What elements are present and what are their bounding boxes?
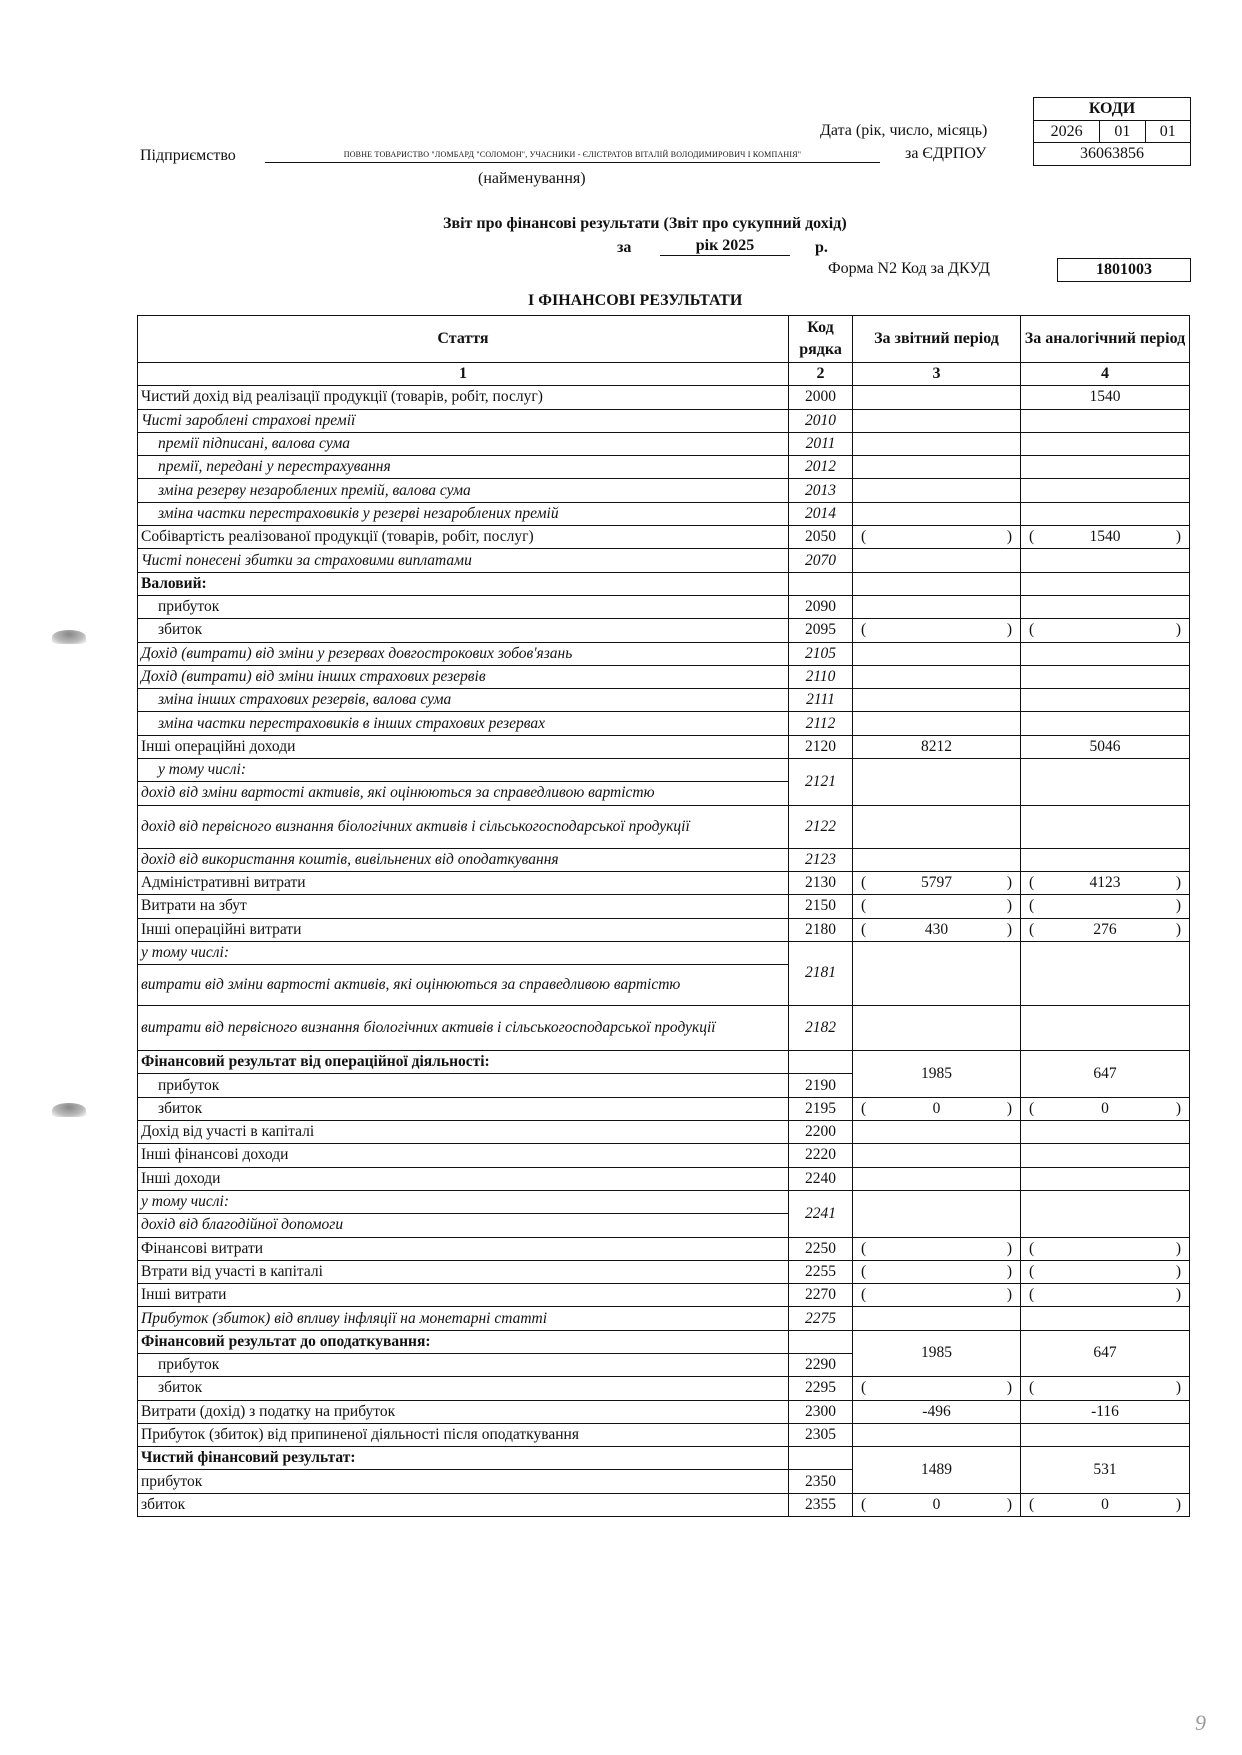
row-code: [789, 1051, 853, 1074]
row-label: Прибуток (збиток) від припиненої діяльності після оподаткування: [138, 1423, 789, 1446]
row-label: премії підписані, валова сума: [138, 432, 789, 455]
row-code: 2300: [789, 1400, 853, 1423]
section-title: І ФІНАНСОВІ РЕЗУЛЬТАТИ: [528, 292, 743, 309]
row-code: 2013: [789, 479, 853, 502]
row-previous: 531: [1021, 1447, 1190, 1494]
row-current: [853, 432, 1021, 455]
date-year: 2026: [1034, 121, 1100, 142]
table-row: [138, 805, 1190, 848]
row-code: 2195: [789, 1097, 853, 1120]
report-period: рік 2025: [660, 237, 790, 256]
row-label: збиток: [138, 1377, 789, 1400]
row-previous: ( 0 ): [1021, 1493, 1190, 1516]
row-current: [853, 456, 1021, 479]
row-previous: [1021, 1423, 1190, 1446]
row-code: 2111: [789, 689, 853, 712]
row-label: прибуток: [138, 1353, 789, 1376]
row-previous: [1021, 409, 1190, 432]
table-row: [138, 1330, 1190, 1353]
row-current: 1489: [853, 1447, 1021, 1494]
header-previous: За аналогічний період: [1021, 316, 1190, 363]
enterprise-name: ПОВНЕ ТОВАРИСТВО "ЛОМБАРД "СОЛОМОН", УЧАСНИКИ - ЄЛІСТРАТОВ ВІТАЛІЙ ВОЛОДИМИРОВИЧ І КОМПАНІЯ": [265, 150, 880, 163]
row-code: 2050: [789, 526, 853, 549]
row-label: зміна частки перестраховиків у резерві незароблених премій: [138, 502, 789, 525]
row-current: [853, 1423, 1021, 1446]
row-previous: ( 4123 ): [1021, 871, 1190, 894]
row-label: Фінансовий результат до оподаткування:: [138, 1330, 789, 1353]
table-row: [138, 432, 1190, 455]
row-current: [853, 689, 1021, 712]
table-row: [138, 1006, 1190, 1051]
table-row: [138, 1167, 1190, 1190]
row-previous: [1021, 1006, 1190, 1051]
row-code: 2180: [789, 918, 853, 941]
row-label: у тому числі:: [138, 1190, 789, 1213]
row-current: ( ): [853, 1260, 1021, 1283]
row-current: [853, 572, 1021, 595]
table-row: [138, 1190, 1190, 1213]
header-code: Код рядка: [789, 316, 853, 363]
row-previous: [1021, 479, 1190, 502]
row-code: 2350: [789, 1470, 853, 1493]
row-previous: -116: [1021, 1400, 1190, 1423]
row-code: 2121: [789, 759, 853, 806]
table-row: [138, 502, 1190, 525]
row-label: збиток: [138, 619, 789, 642]
row-label: Витрати (дохід) з податку на прибуток: [138, 1400, 789, 1423]
row-label: Валовий:: [138, 572, 789, 595]
row-label: у тому числі:: [138, 759, 789, 782]
table-row: [138, 1144, 1190, 1167]
row-current: -496: [853, 1400, 1021, 1423]
report-title: Звіт про фінансові результати (Звіт про сукупний дохід): [443, 215, 847, 232]
row-current: [853, 848, 1021, 871]
table-body-rest: [138, 759, 1190, 1517]
dkud-code: 1801003: [1057, 258, 1191, 282]
row-code: 2200: [789, 1121, 853, 1144]
row-current: [853, 479, 1021, 502]
row-label: Дохід (витрати) від зміни у резервах довгострокових зобов'язань: [138, 642, 789, 665]
row-previous: [1021, 712, 1190, 735]
row-current: ( 430 ): [853, 918, 1021, 941]
row-code: 2220: [789, 1144, 853, 1167]
table-header-row: [138, 316, 1190, 363]
table-row: [138, 1237, 1190, 1260]
row-label: премії, передані у перестрахування: [138, 456, 789, 479]
row-current: ( ): [853, 619, 1021, 642]
date-codes: [1034, 121, 1190, 143]
table-row: [138, 1377, 1190, 1400]
row-label: дохід від первісного визнання біологічних активів і сільськогосподарської продукції: [138, 805, 789, 848]
row-current: ( ): [853, 1284, 1021, 1307]
row-previous: ( ): [1021, 1284, 1190, 1307]
table-row: [138, 941, 1190, 964]
table-row: [138, 1423, 1190, 1446]
financial-results-table: [137, 315, 1190, 1517]
row-current: ( 0 ): [853, 1493, 1021, 1516]
col-num-3: 3: [853, 363, 1021, 386]
row-label: прибуток: [138, 1074, 789, 1097]
row-current: [853, 759, 1021, 806]
row-current: [853, 941, 1021, 1005]
row-code: 2270: [789, 1284, 853, 1307]
row-previous: ( ): [1021, 1377, 1190, 1400]
row-code: 2295: [789, 1377, 853, 1400]
enterprise-label: Підприємство: [140, 147, 236, 164]
row-previous: [1021, 941, 1190, 1005]
scan-hole-mark: [52, 1103, 86, 1117]
table-row: [138, 918, 1190, 941]
row-label: дохід від використання коштів, вивільнених від оподаткування: [138, 848, 789, 871]
row-previous: [1021, 759, 1190, 806]
row-previous: [1021, 1167, 1190, 1190]
table-row: [138, 895, 1190, 918]
row-label: зміна інших страхових резервів, валова сума: [138, 689, 789, 712]
table-row: [138, 1400, 1190, 1423]
row-label: Втрати від участі в капіталі: [138, 1260, 789, 1283]
row-current: ( 0 ): [853, 1097, 1021, 1120]
table-row: [138, 735, 1190, 758]
row-label: зміна резерву незароблених премій, валова сума: [138, 479, 789, 502]
row-code: 2275: [789, 1307, 853, 1330]
row-code: 2355: [789, 1493, 853, 1516]
row-label: Прибуток (збиток) від впливу інфляції на монетарні статті: [138, 1307, 789, 1330]
row-current: [853, 549, 1021, 572]
row-code: 2070: [789, 549, 853, 572]
row-label: Чистий дохід від реалізації продукції (товарів, робіт, послуг): [138, 386, 789, 409]
table-row: [138, 1121, 1190, 1144]
row-previous: [1021, 805, 1190, 848]
row-label: Собівартість реалізованої продукції (товарів, робіт, послуг): [138, 526, 789, 549]
row-code: 2241: [789, 1190, 853, 1237]
table-row: [138, 549, 1190, 572]
table-row: [138, 456, 1190, 479]
table-row: [138, 595, 1190, 618]
row-label: Фінансовий результат від операційної діяльності:: [138, 1051, 789, 1074]
row-previous: [1021, 1307, 1190, 1330]
row-previous: [1021, 549, 1190, 572]
row-current: [853, 502, 1021, 525]
row-code: 2130: [789, 871, 853, 894]
row-current: ( ): [853, 895, 1021, 918]
row-label: витрати від зміни вартості активів, які оцінюються за справедливою вартістю: [138, 965, 789, 1006]
table-row: [138, 386, 1190, 409]
row-current: [853, 595, 1021, 618]
row-label: Фінансові витрати: [138, 1237, 789, 1260]
row-current: [853, 1006, 1021, 1051]
name-caption: (найменування): [478, 170, 586, 187]
row-previous: ( 1540 ): [1021, 526, 1190, 549]
table-body-top: [138, 386, 1190, 759]
row-label: зміна частки перестраховиків в інших страхових резервах: [138, 712, 789, 735]
row-code: 2240: [789, 1167, 853, 1190]
row-code: 2150: [789, 895, 853, 918]
header-current: За звітний період: [853, 316, 1021, 363]
row-code: 2014: [789, 502, 853, 525]
row-previous: [1021, 456, 1190, 479]
row-code: 2190: [789, 1074, 853, 1097]
table-row: [138, 1447, 1190, 1470]
for-label: за: [617, 239, 632, 256]
row-label: Дохід (витрати) від зміни інших страхових резервів: [138, 665, 789, 688]
row-code: 2011: [789, 432, 853, 455]
row-current: ( ): [853, 526, 1021, 549]
row-label: дохід від зміни вартості активів, які оцінюються за справедливою вартістю: [138, 782, 789, 805]
row-code: 2000: [789, 386, 853, 409]
page-number: 9: [1195, 1710, 1206, 1735]
table-row: [138, 689, 1190, 712]
row-code: 2305: [789, 1423, 853, 1446]
row-current: [853, 409, 1021, 432]
row-previous: ( 0 ): [1021, 1097, 1190, 1120]
row-code: 2120: [789, 735, 853, 758]
col-num-4: 4: [1021, 363, 1190, 386]
row-previous: 5046: [1021, 735, 1190, 758]
row-previous: [1021, 1190, 1190, 1237]
table-row: [138, 1097, 1190, 1120]
row-current: [853, 1121, 1021, 1144]
edrpou-label: за ЄДРПОУ: [905, 145, 987, 162]
row-code: [789, 1330, 853, 1353]
row-label: у тому числі:: [138, 941, 789, 964]
row-code: 2250: [789, 1237, 853, 1260]
row-previous: ( 276 ): [1021, 918, 1190, 941]
row-label: Чисті понесені збитки за страховими виплатами: [138, 549, 789, 572]
row-code: 2010: [789, 409, 853, 432]
row-current: ( 5797 ): [853, 871, 1021, 894]
row-previous: ( ): [1021, 619, 1190, 642]
row-current: 1985: [853, 1051, 1021, 1098]
row-previous: [1021, 1144, 1190, 1167]
table-row: [138, 1307, 1190, 1330]
table-row: [138, 1284, 1190, 1307]
row-label: Інші доходи: [138, 1167, 789, 1190]
row-label: прибуток: [138, 595, 789, 618]
row-label: Витрати на збут: [138, 895, 789, 918]
table-row: [138, 526, 1190, 549]
row-code: 2123: [789, 848, 853, 871]
row-current: [853, 665, 1021, 688]
scan-hole-mark: [52, 630, 86, 644]
row-code: 2110: [789, 665, 853, 688]
row-code: [789, 572, 853, 595]
codes-box: [1033, 97, 1191, 166]
row-code: [789, 1447, 853, 1470]
table-row: [138, 642, 1190, 665]
row-label: Чистий фінансовий результат:: [138, 1447, 789, 1470]
table-row: [138, 665, 1190, 688]
header-article: Стаття: [138, 316, 789, 363]
row-previous: [1021, 572, 1190, 595]
row-code: 2182: [789, 1006, 853, 1051]
row-current: ( ): [853, 1377, 1021, 1400]
row-label: Дохід від участі в капіталі: [138, 1121, 789, 1144]
row-label: Інші фінансові доходи: [138, 1144, 789, 1167]
table-row: [138, 871, 1190, 894]
row-current: [853, 1307, 1021, 1330]
row-current: [853, 1190, 1021, 1237]
row-current: 8212: [853, 735, 1021, 758]
table-row: [138, 479, 1190, 502]
row-label: Інші операційні доходи: [138, 735, 789, 758]
row-previous: [1021, 665, 1190, 688]
row-previous: ( ): [1021, 895, 1190, 918]
row-previous: [1021, 689, 1190, 712]
row-previous: 1540: [1021, 386, 1190, 409]
year-suffix: р.: [815, 239, 828, 256]
row-current: [853, 642, 1021, 665]
table-row: [138, 409, 1190, 432]
row-current: [853, 712, 1021, 735]
table-row: [138, 759, 1190, 782]
row-code: 2012: [789, 456, 853, 479]
date-label: Дата (рік, число, місяць): [820, 122, 988, 139]
col-num-2: 2: [789, 363, 853, 386]
date-month: 01: [1159, 123, 1176, 140]
row-label: прибуток: [138, 1470, 789, 1493]
row-previous: ( ): [1021, 1237, 1190, 1260]
table-row: [138, 1493, 1190, 1516]
row-previous: ( ): [1021, 1260, 1190, 1283]
row-label: Адміністративні витрати: [138, 871, 789, 894]
row-current: 1985: [853, 1330, 1021, 1377]
row-current: [853, 386, 1021, 409]
column-number-row: [138, 363, 1190, 386]
row-label: збиток: [138, 1493, 789, 1516]
table-row: [138, 572, 1190, 595]
row-label: Чисті зароблені страхові премії: [138, 409, 789, 432]
row-current: [853, 805, 1021, 848]
table-row: [138, 712, 1190, 735]
row-label: збиток: [138, 1097, 789, 1120]
row-previous: [1021, 595, 1190, 618]
row-current: [853, 1167, 1021, 1190]
row-code: 2105: [789, 642, 853, 665]
table-row: [138, 619, 1190, 642]
row-label: Інші операційні витрати: [138, 918, 789, 941]
row-previous: [1021, 642, 1190, 665]
row-previous: 647: [1021, 1051, 1190, 1098]
row-code: 2290: [789, 1353, 853, 1376]
table-row: [138, 1051, 1190, 1074]
row-label: дохід від благодійної допомоги: [138, 1214, 789, 1237]
row-code: 2255: [789, 1260, 853, 1283]
row-code: 2090: [789, 595, 853, 618]
row-previous: [1021, 848, 1190, 871]
row-previous: [1021, 1121, 1190, 1144]
row-previous: 647: [1021, 1330, 1190, 1377]
form-label: Форма N2 Код за ДКУД: [828, 260, 990, 277]
row-label: Інші витрати: [138, 1284, 789, 1307]
codes-title: КОДИ: [1034, 98, 1190, 121]
row-code: 2122: [789, 805, 853, 848]
col-num-1: 1: [138, 363, 789, 386]
row-label: витрати від первісного визнання біологічних активів і сільськогосподарської продукції: [138, 1006, 789, 1051]
row-current: ( ): [853, 1237, 1021, 1260]
row-code: 2095: [789, 619, 853, 642]
table-row: [138, 1260, 1190, 1283]
row-current: [853, 1144, 1021, 1167]
row-previous: [1021, 502, 1190, 525]
row-code: 2112: [789, 712, 853, 735]
row-code: 2181: [789, 941, 853, 1005]
edrpou-code: 36063856: [1080, 145, 1144, 162]
table-row: [138, 848, 1190, 871]
row-previous: [1021, 432, 1190, 455]
date-num: 01: [1100, 121, 1145, 142]
